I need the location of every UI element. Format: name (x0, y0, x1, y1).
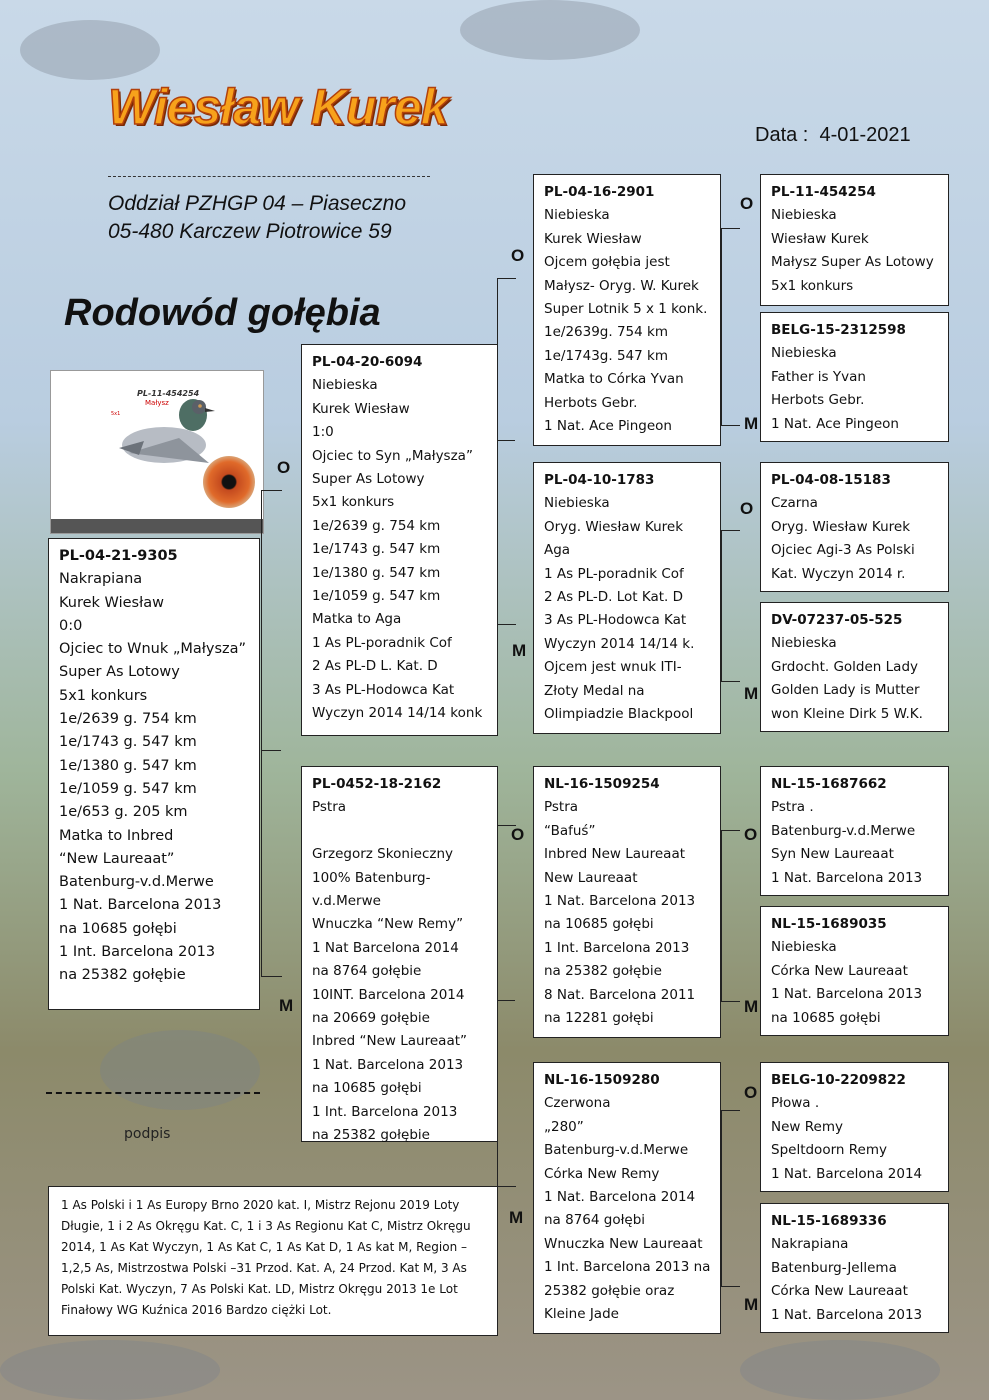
pedigree-line: Ojcem jest wnuk ITI- (544, 659, 682, 676)
pedigree-line: Wiesław Kurek (771, 230, 869, 247)
pedigree-line: 1 Nat. Barcelona 2014 (771, 1165, 923, 1182)
pedigree-line: 1 Nat. Barcelona 2014 (544, 1189, 696, 1206)
connector-line (497, 825, 516, 1187)
pedigree-line: 1e/1743g. 547 km (544, 347, 668, 364)
pedigree-line: 1 Nat. Barcelona 2013 (544, 893, 696, 910)
pedigree-line: Super Lotnik 5 x 1 konk. (544, 301, 708, 318)
pedigree-line: Inbred “New Laureaat” (312, 1033, 467, 1050)
pedigree-line: Herbots Gebr. (544, 394, 638, 411)
pedigree-line: Super As Lotowy (312, 471, 425, 488)
pedigree-line: 1 As PL-poradnik Cof (312, 634, 452, 651)
pedigree-line: 1 As PL-poradnik Cof (544, 565, 684, 582)
pedigree-line: Batenburg-v.d.Merwe (771, 822, 916, 839)
connector-line (497, 1000, 515, 1001)
background-pigeon (0, 1340, 220, 1400)
pedigree-line: na 10685 gołębi (59, 920, 177, 937)
pedigree-line: Herbots Gebr. (771, 392, 865, 409)
pedigree-line: 1e/1380 g. 547 km (59, 757, 197, 774)
divider (108, 176, 430, 177)
paternal-grandmother-card (533, 462, 721, 734)
pedigree-line: Ojciec Agi-3 As Polski (771, 542, 915, 559)
father-label: O (740, 194, 754, 213)
pedigree-line: 1e/1380 g. 547 km (312, 564, 441, 581)
great-grandparent-card (760, 1203, 949, 1333)
date-value: 4-01-2021 (819, 124, 911, 146)
photo-ring: PL-11-454254 (137, 389, 200, 398)
pedigree-line: 3 As PL-Hodowca Kat (312, 681, 455, 698)
father-card (301, 344, 498, 736)
pedigree-line: 5x1 konkurs (312, 494, 395, 511)
pedigree-line: Złoty Medal na (544, 682, 645, 699)
pedigree-line: Speltdoorn Remy (771, 1142, 887, 1159)
pedigree-line: 1 Int. Barcelona 2013 (59, 944, 216, 961)
pedigree-line: 1 Nat. Barcelona 2013 (312, 1056, 464, 1073)
pedigree-line: 1 Nat. Barcelona 2013 (59, 897, 222, 914)
pedigree-line: Czerwona (544, 1095, 611, 1112)
pedigree-line: na 8764 gołębi (544, 1212, 646, 1229)
mother-label: M (744, 414, 759, 433)
ring-number: PL-04-08-15183 (771, 472, 891, 488)
maternal-grandmother-card (533, 1062, 721, 1334)
connector-line (261, 490, 282, 977)
great-grandparent-card (760, 906, 949, 1036)
pigeon-image (109, 393, 219, 473)
great-grandparent-card (760, 312, 949, 442)
connector-line (721, 1110, 740, 1287)
pedigree-line: Father is Yvan (771, 368, 866, 385)
pedigree-line: Aga (544, 542, 571, 559)
ring-number: DV-07237-05-525 (771, 612, 903, 628)
pigeon-photo (50, 370, 264, 534)
pedigree-line: 2 As PL-D. Lot Kat. D (544, 589, 684, 606)
pedigree-line: Niebieska (544, 207, 610, 224)
background-pigeon (740, 1340, 940, 1400)
pedigree-line: na 12281 gołębi (544, 1010, 654, 1027)
ring-number: NL-16-1509280 (544, 1072, 660, 1088)
mother-label: M (744, 997, 759, 1016)
father-label: O (511, 246, 525, 265)
pedigree-line: “New Laureaat” (59, 850, 175, 867)
pedigree-line: 1:0 (312, 424, 334, 441)
ring-number: PL-04-20-6094 (312, 354, 423, 370)
mother-label: M (279, 996, 294, 1015)
pedigree-line: Małysz- Oryg. W. Kurek (544, 277, 699, 294)
pedigree-line: „280” (544, 1118, 584, 1135)
pedigree-line: New Laureaat (544, 869, 638, 886)
pedigree-line: na 10685 gołębi (544, 916, 654, 933)
pedigree-line: Grdocht. Golden Lady (771, 658, 919, 675)
connector-line (261, 750, 281, 751)
ring-number: PL-04-16-2901 (544, 184, 655, 200)
pedigree-line: Niebieska (771, 635, 837, 652)
pedigree-line: Grzegorz Skonieczny (312, 846, 453, 863)
pedigree-line: “Bafuś” (544, 822, 596, 839)
pedigree-line: Kurek Wiesław (59, 594, 164, 611)
ring-number: BELG-15-2312598 (771, 322, 906, 338)
pedigree-line: Ojciec to Syn „Małysza” (312, 447, 473, 464)
mother-card (301, 766, 498, 1142)
ring-number: PL-0452-18-2162 (312, 776, 442, 792)
father-label: O (277, 458, 291, 477)
pedigree-line: won Kleine Dirk 5 W.K. (771, 705, 923, 722)
pedigree-line: 1e/2639g. 754 km (544, 324, 668, 341)
pedigree-line: 1 Int. Barcelona 2013 (544, 939, 690, 956)
document-title: Rodowód gołębia (64, 292, 381, 334)
pedigree-line: Wnuczka New Laureaat (544, 1235, 703, 1252)
mother-label: M (509, 1208, 524, 1227)
pedigree-line: Nakrapiana (771, 1236, 849, 1253)
pedigree-line: Niebieska (771, 207, 837, 224)
pedigree-line: 1 Nat. Barcelona 2013 (771, 869, 923, 886)
great-grandparent-card (760, 766, 949, 896)
pigeon-eye-image (203, 456, 255, 508)
pedigree-line: Oryg. Wiesław Kurek (771, 518, 911, 535)
achievements-box: 1 As Polski i 1 As Europy Brno 2020 kat. I, Mistrz Rejonu 2019 Loty Długie, 1 i 2 As Okręgu Kat. C, 1 i 3 As Regionu Kat C, Mistrz Okręgu 2014, 1 As Kat Wyczyn, 1 As Kat C, 1 As Kat D, 1 As kat M, Region – 1,2,5 As, Mistrzostwa Polski –31 Przod. Kat. A, 24 Przod. Kat M, 3 As Polski Kat. Wyczyn, 7 As Polski Kat. LD, Mistrz Okręgu 2013 1e Lot Finałowy WG Kuźnica 2016 Bardzo ciężki Lot. (48, 1186, 498, 1336)
pedigree-line: Batenburg-v.d.Merwe (59, 874, 214, 891)
pedigree-line: Syn New Laureaat (771, 846, 894, 863)
address (108, 190, 406, 246)
pedigree-line: 100% Batenburg- (312, 869, 431, 886)
pedigree-line: 1 Nat. Ace Pingeon (771, 415, 899, 432)
pedigree-line: Córka New Laureaat (771, 962, 908, 979)
pedigree-line: Ojciec to Wnuk „Małysza” (59, 641, 247, 658)
pedigree-line: 1 Int. Barcelona 2013 na (544, 1259, 710, 1276)
pedigree-line: Kat. Wyczyn 2014 r. (771, 565, 906, 582)
pedigree-line: 1e/2639 g. 754 km (59, 711, 197, 728)
background-pigeon (460, 0, 640, 60)
pedigree-line: Płowa . (771, 1095, 820, 1112)
connector-line (721, 530, 740, 682)
ring-number: NL-15-1689035 (771, 916, 887, 932)
pedigree-line: Batenburg-Jellema (771, 1259, 897, 1276)
pedigree-line: na 10685 gołębi (312, 1080, 422, 1097)
ring-number: BELG-10-2209822 (771, 1072, 906, 1088)
pedigree-line: 3 As PL-Hodowca Kat (544, 612, 687, 629)
pedigree-line: Super As Lotowy (59, 664, 180, 681)
pedigree-line: Ojcem gołębia jest (544, 254, 670, 271)
pedigree-line: 1e/1743 g. 547 km (59, 734, 197, 751)
great-grandparent-card (760, 602, 949, 732)
pedigree-line: Olimpiadzie Blackpool (544, 706, 694, 723)
paternal-grandfather-card (533, 174, 721, 446)
connector-line (497, 278, 516, 625)
father-label: O (511, 825, 525, 844)
pedigree-line: Matka to Inbred (59, 827, 174, 844)
pedigree-line: Kleine Jade (544, 1306, 619, 1323)
pedigree-line: Golden Lady is Mutter (771, 682, 920, 699)
pedigree-line: na 10685 gołębi (771, 1009, 881, 1026)
pedigree-line: na 25382 gołębie (544, 963, 662, 980)
pedigree-line: Matka to Córka Yvan (544, 371, 684, 388)
pedigree-line: na 25382 gołębie (312, 1127, 430, 1144)
photo-footer (51, 519, 263, 533)
pedigree-line: Pstra (544, 799, 579, 816)
pedigree-line: Kurek Wiesław (544, 230, 642, 247)
pedigree-line: 1 Int. Barcelona 2013 (312, 1103, 458, 1120)
signature-line (46, 1092, 260, 1094)
mother-label: M (512, 641, 527, 660)
pedigree-line: Niebieska (771, 939, 837, 956)
pedigree-line: Wyczyn 2014 14/14 konk (312, 705, 483, 722)
pedigree-line: Niebieska (771, 345, 837, 362)
background-pigeon (20, 20, 160, 80)
pedigree-line: 25382 gołębie oraz (544, 1282, 675, 1299)
address-line1: Oddział PZHGP 04 – Piaseczno (108, 192, 407, 215)
pedigree-line: 5x1 konkurs (59, 687, 148, 704)
pedigree-line: 0:0 (59, 617, 83, 634)
pedigree-line: na 20669 gołębie (312, 1010, 430, 1027)
pedigree-line: 8 Nat. Barcelona 2011 (544, 986, 696, 1003)
pedigree-line: 5x1 konkurs (771, 277, 854, 294)
photo-subname: 5x1 (111, 411, 121, 417)
pedigree-line: Pstra . (771, 799, 814, 816)
date (755, 124, 911, 147)
maternal-grandfather-card (533, 766, 721, 1038)
ring-number: PL-04-21-9305 (59, 548, 178, 564)
address-line2: 05-480 Karczew Piotrowice 59 (108, 220, 392, 243)
breeder-name: Wiesław Kurek (108, 79, 448, 135)
connector-line (721, 830, 740, 1002)
father-label: O (740, 499, 754, 518)
pedigree-line: 1e/653 g. 205 km (59, 804, 188, 821)
background-pigeon (100, 1030, 260, 1110)
pedigree-line: Niebieska (544, 495, 610, 512)
pedigree-line: 1 Nat. Barcelona 2013 (771, 1306, 923, 1323)
pedigree-line: 1 Nat Barcelona 2014 (312, 939, 459, 956)
photo-name: Małysz (145, 399, 169, 407)
pedigree-line: Czarna (771, 495, 818, 512)
pedigree-line: na 25382 gołębie (59, 967, 186, 984)
date-label: Data : (755, 124, 809, 146)
connector-line (497, 440, 515, 441)
ring-number: NL-15-1689336 (771, 1213, 887, 1229)
pedigree-line: 1 Nat. Barcelona 2013 (771, 986, 923, 1003)
connector-line (721, 228, 740, 426)
great-grandparent-card (760, 174, 949, 306)
pedigree-line: Kurek Wiesław (312, 400, 410, 417)
pedigree-line (312, 820, 487, 843)
pedigree-line: Niebieska (312, 377, 378, 394)
ring-number: PL-11-454254 (771, 184, 876, 200)
pedigree-line: Batenburg-v.d.Merwe (544, 1142, 689, 1159)
pedigree-line: 1 Nat. Ace Pingeon (544, 418, 672, 435)
pedigree-line: 10INT. Barcelona 2014 (312, 986, 465, 1003)
great-grandparent-card (760, 462, 949, 592)
pedigree-line: 1e/1743 g. 547 km (312, 541, 441, 558)
pedigree-line: 1e/2639 g. 754 km (312, 517, 441, 534)
subject-pigeon-card (48, 538, 260, 1010)
ring-number: PL-04-10-1783 (544, 472, 655, 488)
ring-number: NL-16-1509254 (544, 776, 660, 792)
mother-label: M (744, 684, 759, 703)
pedigree-line: Oryg. Wiesław Kurek (544, 518, 684, 535)
pedigree-line: Matka to Aga (312, 611, 402, 628)
father-label: O (744, 1083, 758, 1102)
great-grandparent-card (760, 1062, 949, 1192)
pedigree-line: Pstra (312, 799, 347, 816)
pedigree-line: Wyczyn 2014 14/14 k. (544, 635, 695, 652)
pedigree-line: Małysz Super As Lotowy (771, 254, 934, 271)
pedigree-line: 1e/1059 g. 547 km (312, 588, 441, 605)
ring-number: NL-15-1687662 (771, 776, 887, 792)
pedigree-line: Córka New Laureaat (771, 1283, 908, 1300)
signature-label: podpis (124, 1126, 171, 1142)
pedigree-line: 1e/1059 g. 547 km (59, 780, 197, 797)
mother-label: M (744, 1295, 759, 1314)
pedigree-line: Córka New Remy (544, 1165, 660, 1182)
pedigree-line: na 8764 gołębie (312, 963, 422, 980)
father-label: O (744, 825, 758, 844)
pedigree-line: v.d.Merwe (312, 893, 381, 910)
pedigree-line: New Remy (771, 1118, 843, 1135)
pedigree-line: Wnuczka “New Remy” (312, 916, 464, 933)
pedigree-line: 2 As PL-D L. Kat. D (312, 658, 438, 675)
pedigree-line: Nakrapiana (59, 571, 143, 588)
pedigree-line: Inbred New Laureaat (544, 846, 686, 863)
